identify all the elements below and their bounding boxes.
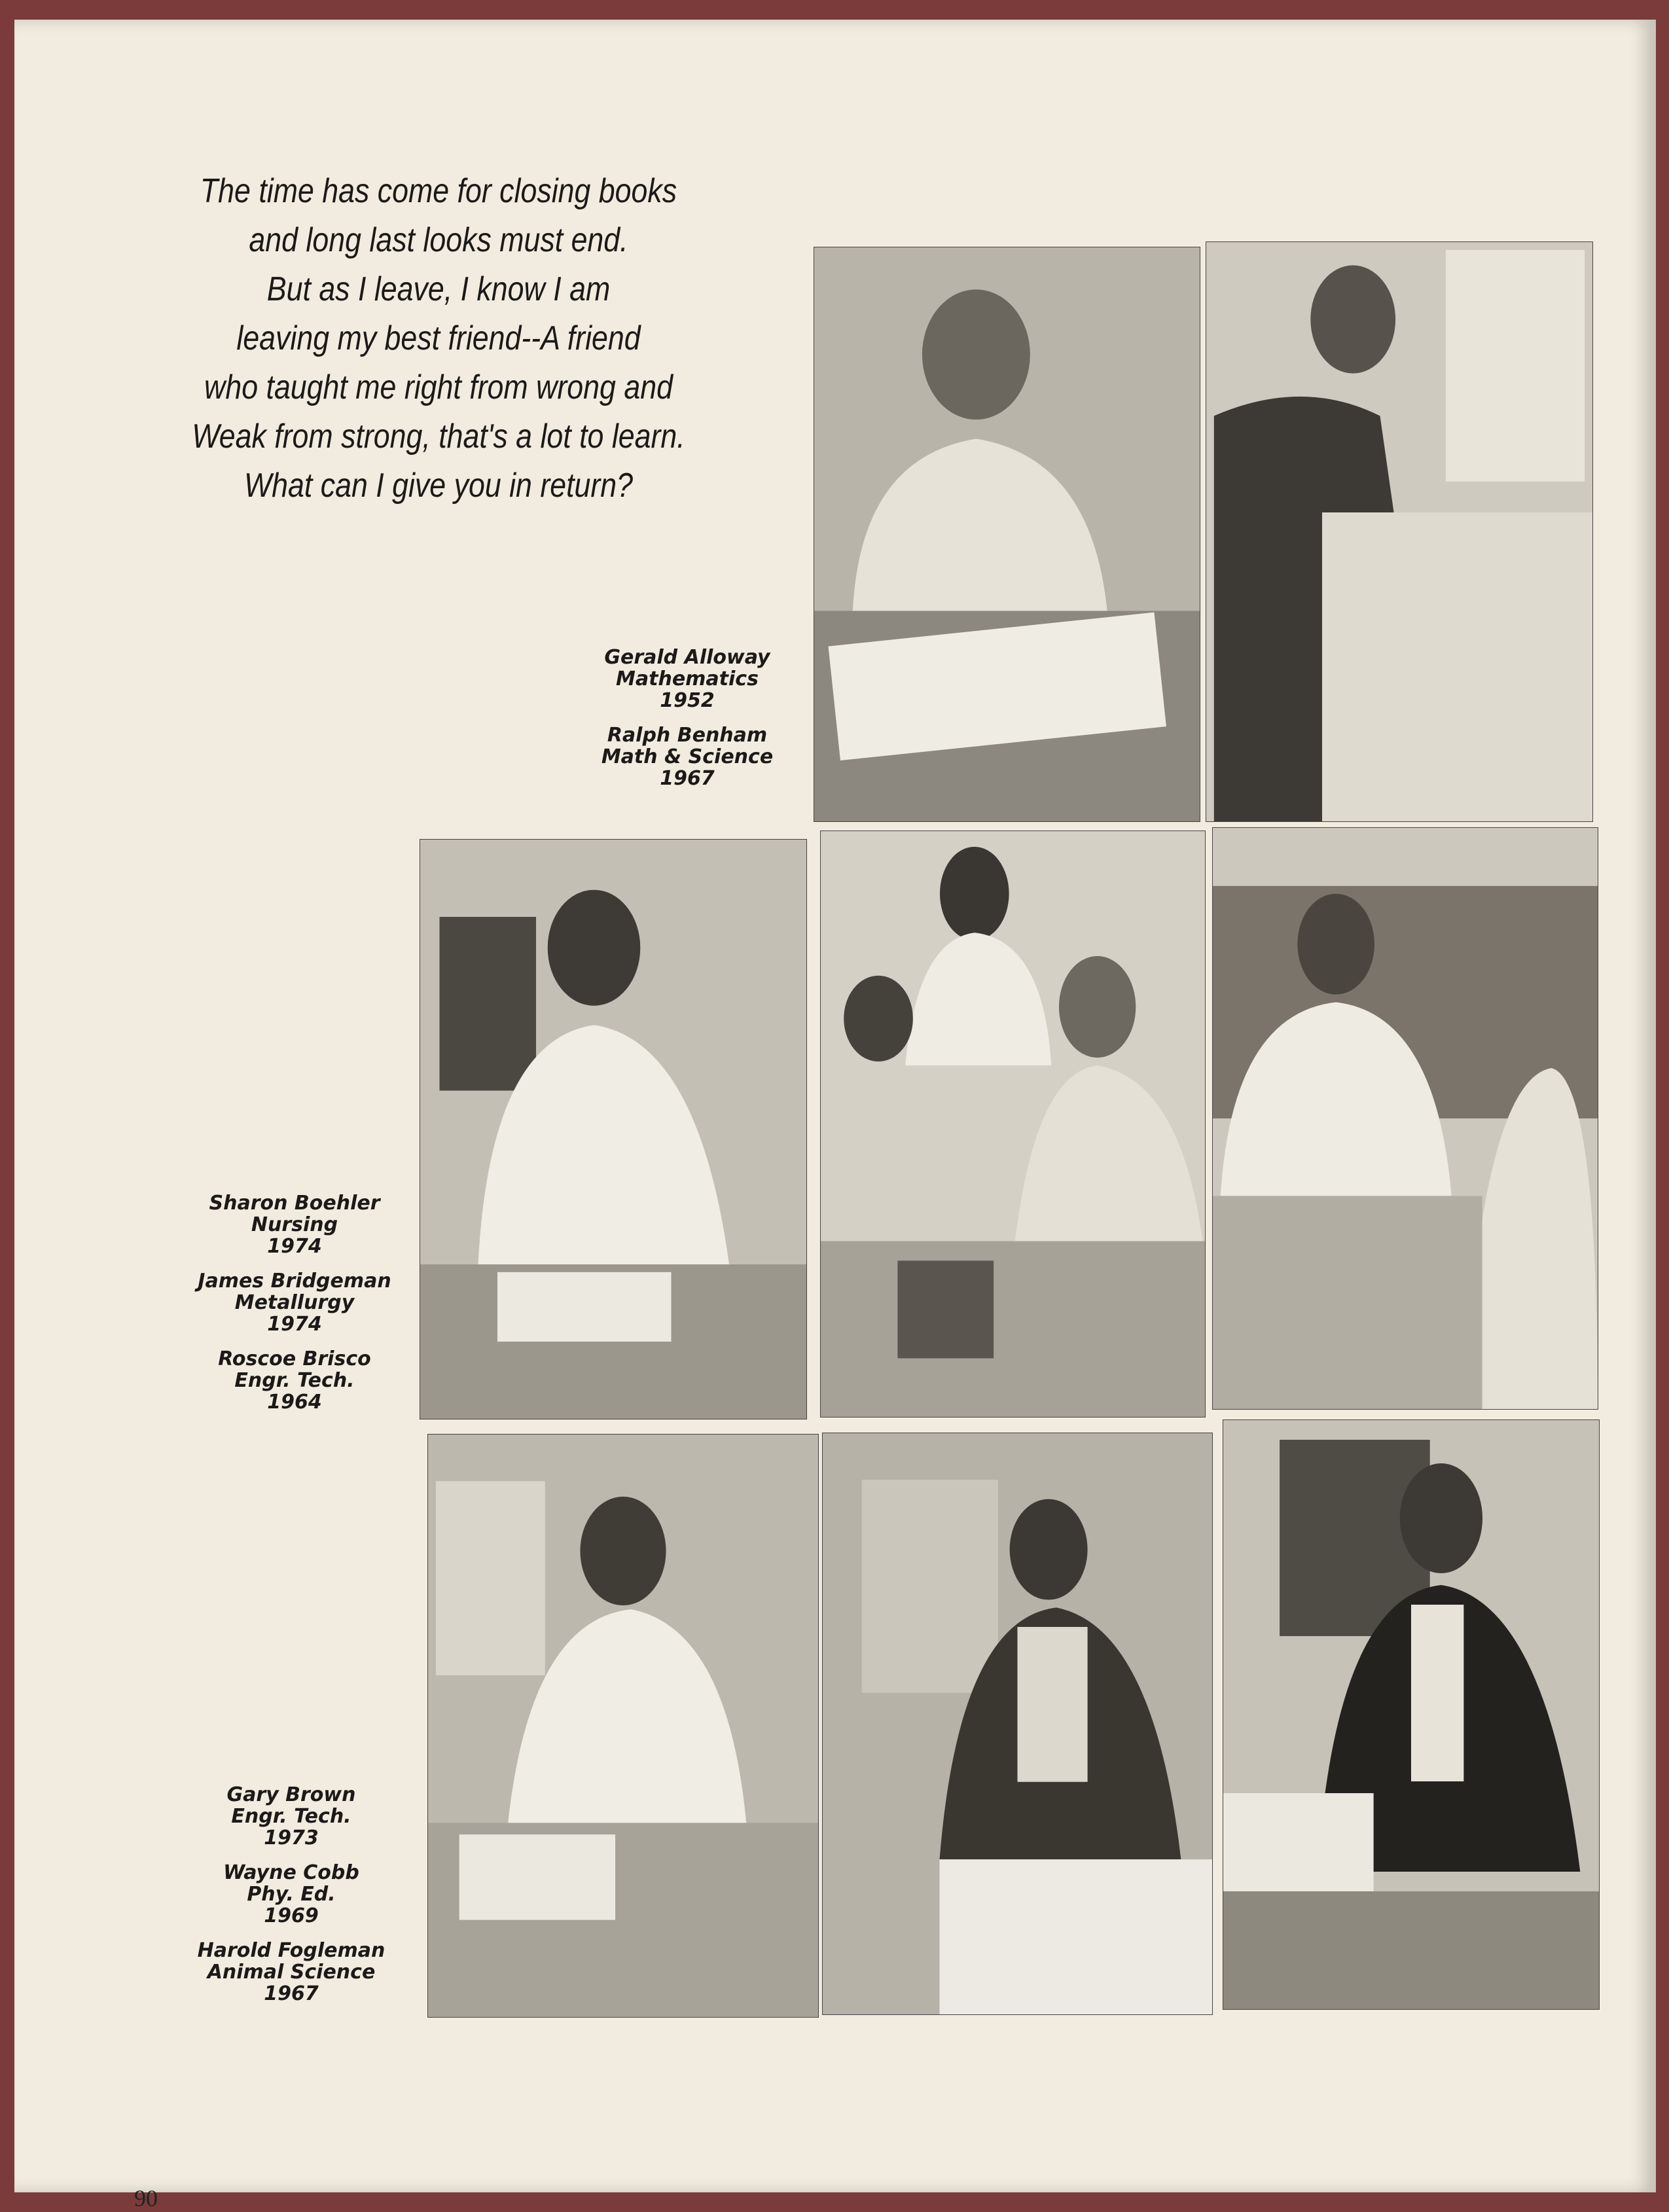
- caption-dept: Mathematics: [616, 668, 759, 690]
- poem: [191, 167, 687, 510]
- caption-year: 1973: [264, 1827, 319, 1849]
- caption-dept: Engr. Tech.: [234, 1369, 355, 1392]
- poem-line: But as I leave, I know I am: [266, 270, 611, 308]
- caption-name: Gary Brown: [226, 1783, 356, 1806]
- caption-year: 1974: [267, 1235, 322, 1258]
- caption-year: 1967: [660, 767, 715, 790]
- caption-year: 1964: [267, 1391, 322, 1414]
- caption-name: Roscoe Brisco: [218, 1347, 371, 1370]
- caption-year: 1974: [267, 1313, 322, 1336]
- caption-name: Gerald Alloway: [604, 646, 770, 669]
- photo-roscoe-brisco: [1213, 828, 1598, 1409]
- poem-line: who taught me right from wrong and: [204, 368, 673, 406]
- caption-dept: Nursing: [251, 1213, 338, 1236]
- poem-line: Weak from strong, that's a lot to learn.: [192, 418, 685, 455]
- caption-dept: Engr. Tech.: [231, 1805, 351, 1828]
- photo-harold-fogleman: [1223, 1420, 1599, 2009]
- caption-year: 1952: [660, 689, 715, 712]
- poem-line: What can I give you in return?: [243, 467, 634, 505]
- photo-sharon-boehler: [420, 840, 806, 1419]
- photo-gary-brown: [428, 1435, 818, 2017]
- poem-line: leaving my best friend--A friend: [236, 319, 641, 357]
- caption-name: Sharon Boehler: [209, 1192, 380, 1215]
- poem-line: The time has come for closing books: [200, 172, 677, 210]
- photo-wayne-cobb: [823, 1433, 1212, 2014]
- caption-dept: Animal Science: [207, 1961, 376, 1984]
- caption-name: Wayne Cobb: [223, 1861, 359, 1884]
- caption-name: Ralph Benham: [607, 724, 768, 747]
- photo-ralph-benham: [1206, 242, 1592, 821]
- caption-dept: Math & Science: [601, 745, 774, 768]
- photo-gerald-alloway: [814, 247, 1200, 821]
- caption-group-bottom: [173, 1784, 409, 2005]
- caption-name: Harold Fogleman: [197, 1939, 386, 1962]
- caption-year: 1969: [264, 1904, 319, 1927]
- caption-group-middle: [177, 1192, 412, 1413]
- caption-group-top: [569, 647, 805, 789]
- caption-dept: Metallurgy: [234, 1291, 355, 1314]
- page-number: 90: [134, 2185, 158, 2211]
- caption-dept: Phy. Ed.: [247, 1883, 336, 1906]
- caption-year: 1967: [264, 1982, 319, 2005]
- photo-james-bridgeman: [821, 831, 1205, 1417]
- caption-name: James Bridgeman: [198, 1270, 391, 1293]
- poem-line: and long last looks must end.: [249, 221, 628, 259]
